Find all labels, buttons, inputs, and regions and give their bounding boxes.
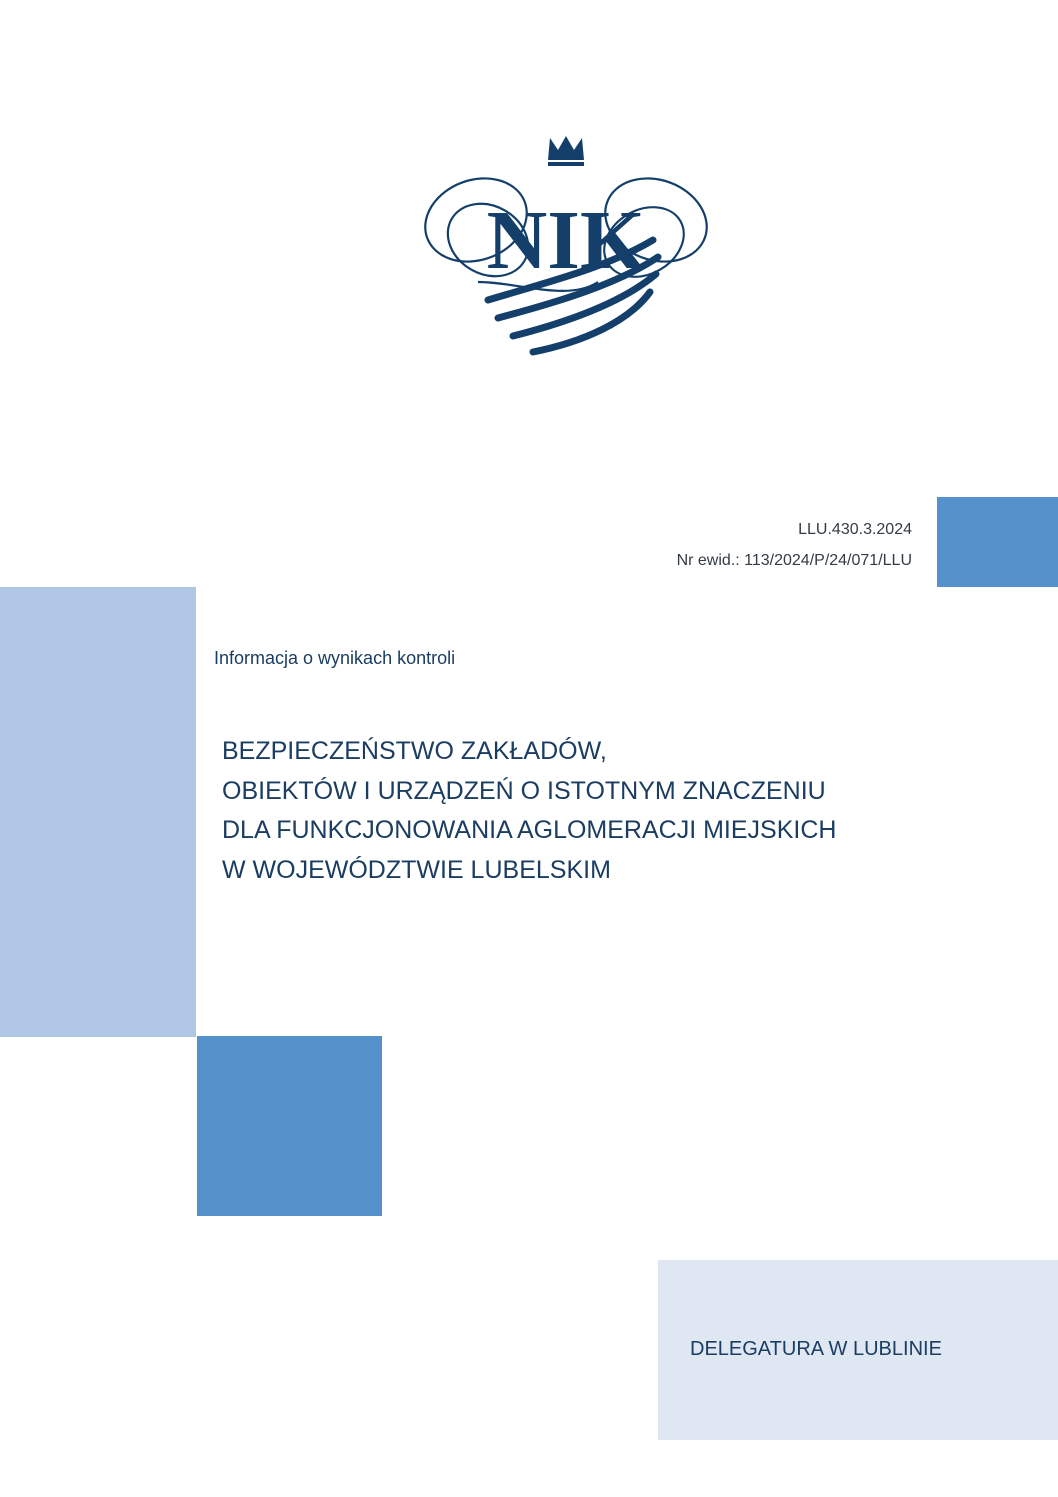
delegation-name: DELEGATURA W LUBLINIE [690, 1338, 942, 1360]
registry-number: Nr ewid.: 113/2024/P/24/071/LLU [676, 552, 912, 569]
title-line: W WOJEWÓDZTWIE LUBELSKIM [222, 855, 611, 884]
nik-crown-logo [418, 132, 714, 364]
decor-block-top-right [937, 497, 1058, 587]
decor-block-left [0, 587, 196, 1037]
title-line: DLA FUNKCJONOWANIA AGLOMERACJI MIEJSKICH [222, 816, 837, 844]
reference-code: LLU.430.3.2024 [798, 521, 912, 538]
logo-text: NIK [486, 194, 646, 287]
title-line: OBIEKTÓW I URZĄDZEŃ O ISTOTNYM ZNACZENIU [222, 776, 826, 805]
report-title [222, 732, 836, 890]
decor-block-middle [197, 1036, 382, 1216]
title-line: BEZPIECZEŃSTWO ZAKŁADÓW, [222, 737, 607, 765]
document-type: Informacja o wynikach kontroli [214, 648, 456, 668]
